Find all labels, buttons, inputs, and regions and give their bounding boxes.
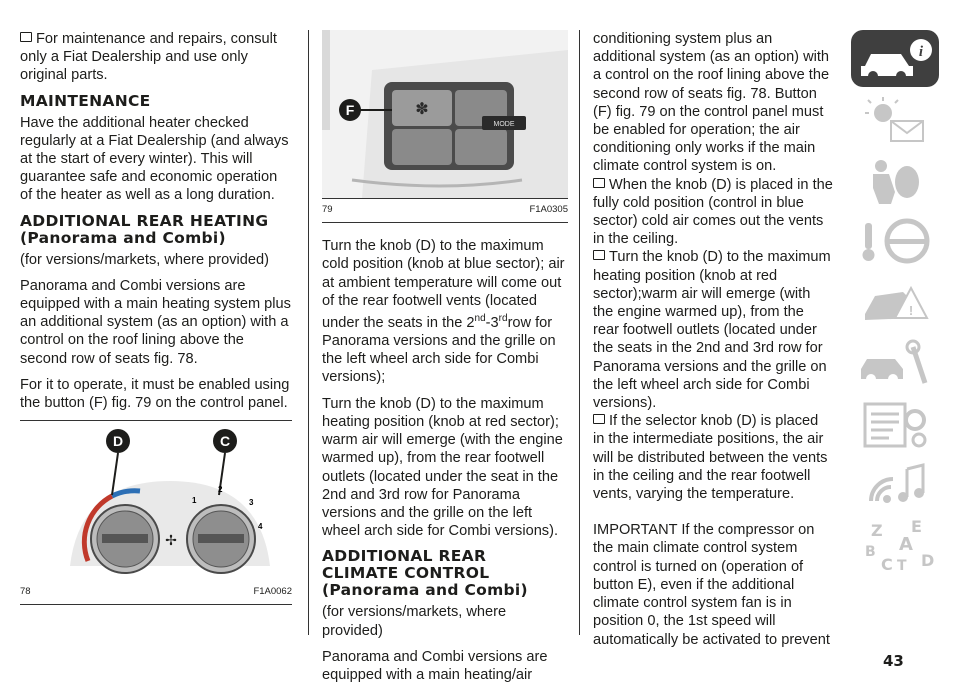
callout-d-label: D — [112, 433, 124, 450]
continued-paragraph: conditioning system plus an additional system (as an option) with a control on the roof lining above the second row of seats fig. 78. Button (F) fig. 79 on the control panel must be enabled for operation; the air conditioning only works if the main climate control system is on. — [593, 31, 830, 175]
roof-control-illustration — [20, 421, 292, 581]
intro-text: For maintenance and repairs, consult only a Fiat Dealership and use only original parts. — [20, 31, 277, 84]
maintenance-paragraph: Have the additional heater checked regularly at a Fiat Dealership (and always at the start of every winter). This will guarantee safe and economic operation of the heater as well as a long duration. — [20, 114, 289, 204]
column-2 — [322, 30, 568, 692]
tab-safety[interactable] — [851, 152, 939, 209]
tab-emergency[interactable] — [851, 274, 939, 331]
bullet-cold — [593, 176, 833, 249]
maintenance-heading: MAINTENANCE — [20, 91, 151, 110]
multimedia-icon — [851, 457, 939, 514]
figure-79 — [322, 30, 568, 223]
dashboard-panel-illustration — [322, 30, 568, 198]
section-sidebar — [851, 30, 939, 579]
index-letter-b: B — [865, 544, 876, 560]
page-number: 43 — [883, 652, 904, 670]
bullet-icon — [593, 250, 605, 260]
speed-2-label: 2 — [218, 485, 223, 495]
index-letter-t: T — [897, 558, 907, 574]
index-letter-e: E — [911, 518, 922, 536]
column-1 — [20, 30, 292, 605]
figure-78-code: F1A0062 — [253, 586, 292, 598]
row-2-number: 2 — [466, 314, 475, 331]
mode-button-label: MODE — [493, 121, 515, 128]
svg-text:!: ! — [908, 303, 914, 318]
bullet-icon — [593, 178, 605, 188]
equipped-paragraph: Panorama and Combi versions are equipped with a main heating system plus an additional system (as an option) with a control on the roof lining above the second row of seats fig. 78. — [20, 277, 291, 367]
operate-paragraph: For it to operate, it must be enabled using the button (F) fig. 79 on the control panel. — [20, 376, 290, 412]
technical-data-icon — [851, 396, 939, 453]
figure-78 — [20, 420, 292, 605]
emergency-icon — [851, 274, 939, 331]
index-letter-d: D — [921, 551, 935, 570]
figure-79-code: F1A0305 — [529, 204, 568, 215]
cold-text: Turn the knob (D) to the maximum cold position (knob at blue sector); air at ambient temperature will come out of the rear footwell vents (located under the seats in the — [322, 238, 565, 331]
tab-multimedia[interactable] — [851, 457, 939, 514]
bullet-heat — [593, 248, 833, 412]
figure-78-number: 78 — [20, 586, 31, 598]
index-letter-a: A — [899, 534, 913, 555]
important-paragraph: IMPORTANT If the compressor on the main climate control system control is turned on (operation of button E), even if the additional climate control system fan is in position 0, the 1st speed will automatically be activated to prevent — [593, 522, 830, 648]
figure-79-caption — [322, 198, 568, 223]
svg-text:i: i — [918, 44, 924, 60]
bullet-icon — [593, 414, 605, 424]
rear-climate-heading: ADDITIONAL REAR CLIMATE CONTROL (Panorama and Combi) — [322, 547, 528, 600]
figure-79-number: 79 — [322, 204, 333, 215]
column-divider-2 — [579, 30, 580, 635]
column-divider-1 — [308, 30, 309, 635]
tab-technical-data[interactable] — [851, 396, 939, 453]
tab-warning-lights[interactable] — [851, 91, 939, 148]
climate-equipped-paragraph: Panorama and Combi versions are equipped with a main heating/air — [322, 648, 548, 683]
speed-3-label: 3 — [249, 498, 254, 508]
intro-paragraph — [20, 30, 292, 85]
column-3 — [593, 30, 833, 657]
svg-text:✢: ✢ — [165, 532, 177, 549]
maintenance-icon — [851, 335, 939, 392]
speed-4-label: 4 — [258, 522, 263, 532]
index-icon — [851, 518, 939, 575]
tab-maintenance[interactable] — [851, 335, 939, 392]
bullet-cold-text: When the knob (D) is placed in the fully cold position (control in blue sector) cold air comes out the vents in the ceiling. — [593, 176, 833, 248]
tab-driving[interactable] — [851, 213, 939, 270]
bullet-intermediate — [593, 412, 833, 503]
bullet-intermediate-text: If the selector knob (D) is placed in the intermediate positions, the air will be distributed between the vents in the ceiling and the rear footwell vents, varying the temperature. — [593, 413, 828, 503]
sup-rd: rd — [498, 313, 508, 325]
tab-car-info[interactable] — [851, 30, 939, 87]
rear-heating-heading: ADDITIONAL REAR HEATING (Panorama and Combi) — [20, 211, 269, 247]
fan-icon: ✽ — [415, 101, 429, 118]
cold-position-paragraph — [322, 237, 568, 386]
callout-f-label: F — [345, 102, 355, 118]
driving-icon — [851, 213, 939, 270]
bullet-heat-text: Turn the knob (D) to the maximum heating position (knob at red sector);warm air will emerge (with the engine warmed up), from the rear footwell outlets (located under the seats in the 2nd and 3rd row for Panorama versions and the grille on the left wheel arch side for Combi versions). — [593, 249, 831, 412]
speed-1-label: 1 — [192, 496, 197, 506]
callout-c-label: C — [219, 433, 231, 450]
sup-nd: nd — [474, 313, 486, 325]
tab-index[interactable] — [851, 518, 939, 575]
safety-icon — [851, 152, 939, 209]
heat-position-paragraph: Turn the knob (D) to the maximum heating position (knob at red sector); warm air will emerge (with the engine warmed up), from the rear footwell outlets (located under the seat in the 2nd and 3rd row for Panorama versions and the grille on the left wheel arch side for Combi versions). — [322, 395, 563, 540]
versions-note: (for versions/markets, where provided) — [20, 251, 269, 268]
index-letter-c: C — [881, 555, 893, 574]
climate-versions-note: (for versions/markets, where provided) — [322, 604, 507, 639]
bullet-icon — [20, 32, 32, 42]
row-3-number: -3 — [485, 314, 499, 331]
car-info-icon — [851, 30, 939, 87]
warning-lights-icon — [851, 91, 939, 148]
index-letter-z: Z — [871, 521, 883, 540]
figure-78-caption — [20, 581, 292, 605]
cold-text-end: row for Panorama versions and the grille on the left wheel arch side for Combi versions); — [322, 314, 556, 386]
